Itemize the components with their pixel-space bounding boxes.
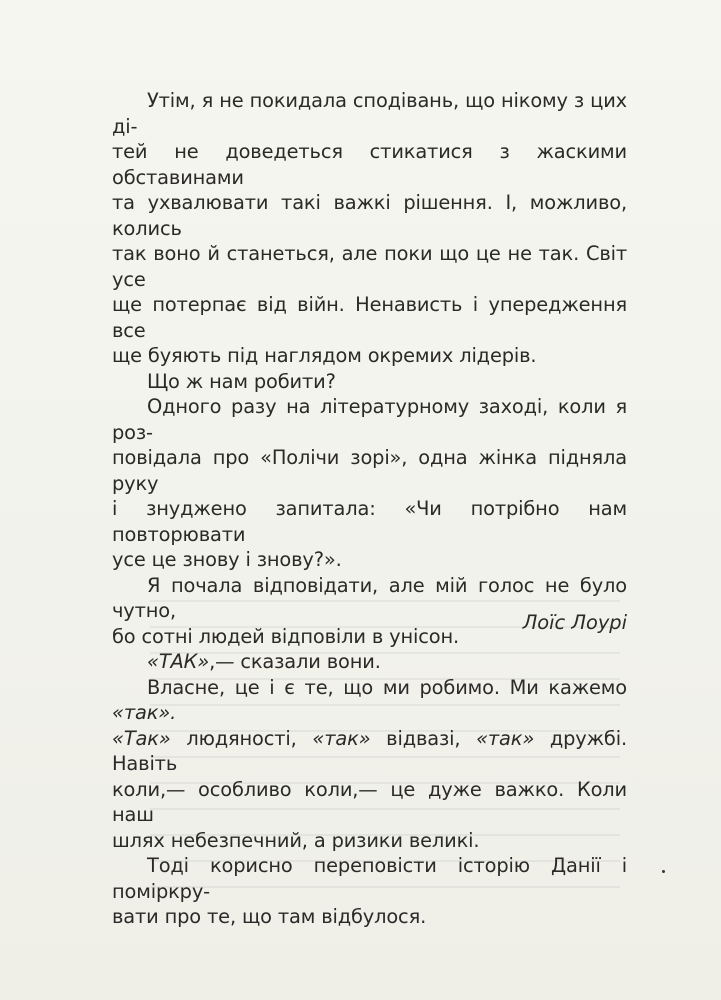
text-line: Що ж нам робити? [147, 369, 336, 393]
author-signature: Лоїс Лоурі [522, 611, 627, 634]
text-line: і знуджено запитала: «Чи потрібно нам повторювати [112, 497, 627, 546]
text-fragment: дружбі. Навіть [112, 726, 627, 775]
text-line: тей не доведеться стикатися з жаскими обставинами [112, 140, 627, 189]
paragraph-6 [112, 675, 627, 854]
text-line: так воно й станеться, але поки що це не так. Світ усе [112, 242, 627, 291]
text-line: Утім, я не покидала сподівань, що нікому з цих ді- [112, 89, 627, 138]
paragraph-2 [112, 369, 627, 395]
text-line: шлях небезпечний, а ризики великі. [112, 828, 480, 852]
text-line: Одного разу на літературному заході, коли я роз- [112, 395, 627, 444]
text-fragment: Власне, це і є те, що ми робимо. Ми кажемо [147, 675, 627, 699]
paragraph-7 [112, 853, 627, 930]
italic-word: «так» [476, 726, 535, 750]
paragraph-5 [112, 649, 627, 675]
speck-mark [662, 870, 665, 873]
text-line [112, 726, 627, 777]
text-line: коли,— особливо коли,— це дуже важко. Коли наш [112, 777, 627, 826]
italic-word: «так» [312, 726, 371, 750]
text-fragment: відвазі, [370, 726, 477, 750]
text-line: повідала про «Полічи зорі», одна жінка підняла руку [112, 446, 627, 495]
text-fragment: ,— сказали вони. [209, 650, 381, 673]
text-line: вати про те, що там відбулося. [112, 905, 427, 928]
text-line [112, 649, 627, 675]
text-line [112, 675, 627, 726]
italic-word: «так». [112, 701, 177, 724]
italic-word: «Так» [112, 726, 171, 750]
italic-word: «ТАК» [147, 650, 210, 673]
text-line: ще потерпає від війн. Ненависть і упередження все [112, 293, 627, 342]
text-fragment: людяності, [170, 726, 313, 750]
text-line: бо сотні людей відповіли в унісон. [112, 624, 459, 648]
text-line: та ухвалювати такі важкі рішення. І, можливо, колись [112, 191, 627, 240]
body-text [112, 88, 627, 930]
text-line: Я почала відповідати, але мій голос не було чутно, [112, 573, 627, 622]
text-line: усе це знову і знову?». [112, 548, 342, 571]
paragraph-1 [112, 88, 627, 369]
text-line: Тоді корисно переповісти історію Данії і поміркру- [112, 854, 627, 903]
text-line: ще буяють під наглядом окремих лідерів. [112, 344, 537, 367]
paragraph-3 [112, 394, 627, 573]
